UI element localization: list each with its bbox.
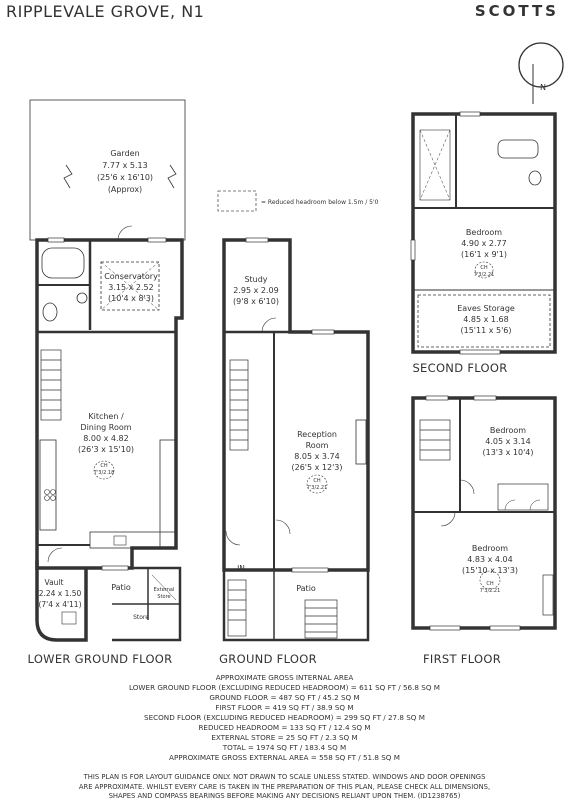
kitchen-name-line1: Kitchen / bbox=[88, 412, 124, 421]
disclaimer bbox=[0, 773, 569, 802]
entrance-label: IN bbox=[237, 564, 245, 573]
disclaimer-line-3: SHAPES AND COMPASS BEARINGS BEFORE MAKING ANY DECISIONS RELIANT UPON THEM. (ID1238765) bbox=[108, 792, 461, 800]
conservatory-metric: 3.15 x 2.52 bbox=[108, 283, 154, 292]
reception-metric: 8.05 x 3.74 bbox=[294, 452, 340, 461]
conservatory-name: Conservatory bbox=[104, 272, 158, 281]
area-schedule bbox=[0, 673, 569, 763]
compass-north-label: N bbox=[540, 83, 546, 92]
area-line-lower-ground: LOWER GROUND FLOOR (EXCLUDING REDUCED HEADROOM) = 611 SQ FT / 56.8 SQ M bbox=[129, 683, 440, 692]
area-line-first: FIRST FLOOR = 419 SQ FT / 38.9 SQ M bbox=[215, 703, 354, 712]
first-front-bedroom-imperial: (15'10 x 13'3) bbox=[461, 566, 519, 575]
first-back-bedroom-metric: 4.05 x 3.14 bbox=[485, 437, 531, 446]
reception-name-line1: Reception bbox=[297, 430, 337, 439]
eaves-name: Eaves Storage bbox=[457, 304, 515, 313]
store-name: Store bbox=[133, 614, 149, 621]
reception-ch-height: 7'3/2.21 bbox=[306, 485, 328, 491]
first-floor-plan bbox=[413, 396, 555, 630]
study-metric: 2.95 x 2.09 bbox=[233, 286, 279, 295]
second-bedroom-metric: 4.90 x 2.77 bbox=[461, 239, 507, 248]
area-line-total: TOTAL = 1974 SQ FT / 183.4 SQ M bbox=[222, 743, 347, 752]
vault-metric: 2.24 x 1.50 bbox=[38, 589, 82, 598]
disclaimer-line-2: ARE APPROXIMATE. WHILST EVERY CARE IS TAKEN IN THE PREPARATION OF THIS PLAN, PLEASE CHECK ALL DIMENSIONS, bbox=[78, 782, 491, 791]
legend-text: = Reduced headroom below 1.5m / 5'0 bbox=[261, 199, 379, 206]
garden-area bbox=[30, 100, 185, 240]
brand-logo: SCOTTS bbox=[474, 2, 559, 20]
conservatory-imperial: (10'4 x 8'3) bbox=[108, 294, 154, 303]
external-store-line1: External bbox=[153, 587, 175, 593]
first-floor-title: FIRST FLOOR bbox=[423, 652, 501, 666]
area-line-gross-external: APPROXIMATE GROSS EXTERNAL AREA = 558 SQ FT / 51.8 SQ M bbox=[169, 753, 400, 762]
area-line-ground: GROUND FLOOR = 487 SQ FT / 45.2 SQ M bbox=[209, 693, 360, 702]
vault-imperial: (7'4 x 4'11) bbox=[38, 600, 82, 609]
vault-name: Vault bbox=[44, 578, 64, 587]
second-bedroom-name: Bedroom bbox=[465, 228, 503, 237]
ground-floor-title: GROUND FLOOR bbox=[219, 652, 317, 666]
second-bedroom-ch-label: CH bbox=[480, 265, 488, 271]
first-front-bedroom-ch-height: 7'3/2.21 bbox=[479, 588, 501, 594]
ground-patio-name: Patio bbox=[296, 584, 316, 593]
disclaimer-line-1: THIS PLAN IS FOR LAYOUT GUIDANCE ONLY. NOT DRAWN TO SCALE UNLESS STATED. WINDOWS AND DOOR OPENINGS bbox=[83, 773, 486, 781]
reception-ch-label: CH bbox=[313, 478, 321, 484]
kitchen-name-line2: Dining Room bbox=[80, 423, 132, 432]
reception-name-line2: Room bbox=[305, 441, 329, 450]
first-back-bedroom-name: Bedroom bbox=[489, 426, 527, 435]
lower-patio-name: Patio bbox=[111, 583, 131, 592]
first-front-bedroom-ch-label: CH bbox=[486, 581, 494, 587]
study-imperial: (9'8 x 6'10) bbox=[233, 297, 279, 306]
reception-imperial: (26'5 x 12'3) bbox=[291, 463, 343, 472]
study-name: Study bbox=[244, 275, 268, 284]
area-line-heading: APPROXIMATE GROSS INTERNAL AREA bbox=[215, 673, 354, 682]
second-bedroom-imperial: (16'1 x 9'1) bbox=[461, 250, 507, 259]
lower-ground-floor-title: LOWER GROUND FLOOR bbox=[27, 652, 173, 666]
eaves-metric: 4.85 x 1.68 bbox=[463, 315, 509, 324]
second-floor-title: SECOND FLOOR bbox=[412, 361, 508, 375]
garden-name: Garden bbox=[110, 149, 140, 158]
area-line-reduced-headroom: REDUCED HEADROOM = 133 SQ FT / 12.4 SQ M bbox=[198, 723, 371, 732]
compass-icon bbox=[519, 43, 563, 104]
first-front-bedroom-name: Bedroom bbox=[471, 544, 509, 553]
first-front-bedroom-metric: 4.83 x 4.04 bbox=[467, 555, 513, 564]
kitchen-metric: 8.00 x 4.82 bbox=[83, 434, 129, 443]
property-title: RIPPLEVALE GROVE, N1 bbox=[6, 2, 205, 21]
garden-note: (Approx) bbox=[107, 185, 143, 194]
kitchen-imperial: (26'3 x 15'10) bbox=[77, 445, 135, 454]
reduced-headroom-legend bbox=[218, 191, 379, 211]
eaves-imperial: (15'11 x 5'6) bbox=[460, 326, 512, 335]
area-line-external-store: EXTERNAL STORE = 25 SQ FT / 2.3 SQ M bbox=[211, 733, 358, 742]
kitchen-ch-label: CH bbox=[100, 463, 108, 469]
external-store-line2: Store bbox=[157, 594, 171, 600]
legend-swatch bbox=[218, 191, 256, 211]
first-back-bedroom-imperial: (13'3 x 10'4) bbox=[482, 448, 534, 457]
garden-imperial: (25'6 x 16'10) bbox=[96, 173, 154, 182]
kitchen-ch-height: 7'3/2.18 bbox=[93, 470, 115, 476]
area-line-second: SECOND FLOOR (EXCLUDING REDUCED HEADROOM) = 299 SQ FT / 27.8 SQ M bbox=[144, 713, 425, 722]
garden-metric: 7.77 x 5.13 bbox=[102, 161, 148, 170]
second-bedroom-ch-height: 7'3/2.21 bbox=[473, 272, 495, 278]
